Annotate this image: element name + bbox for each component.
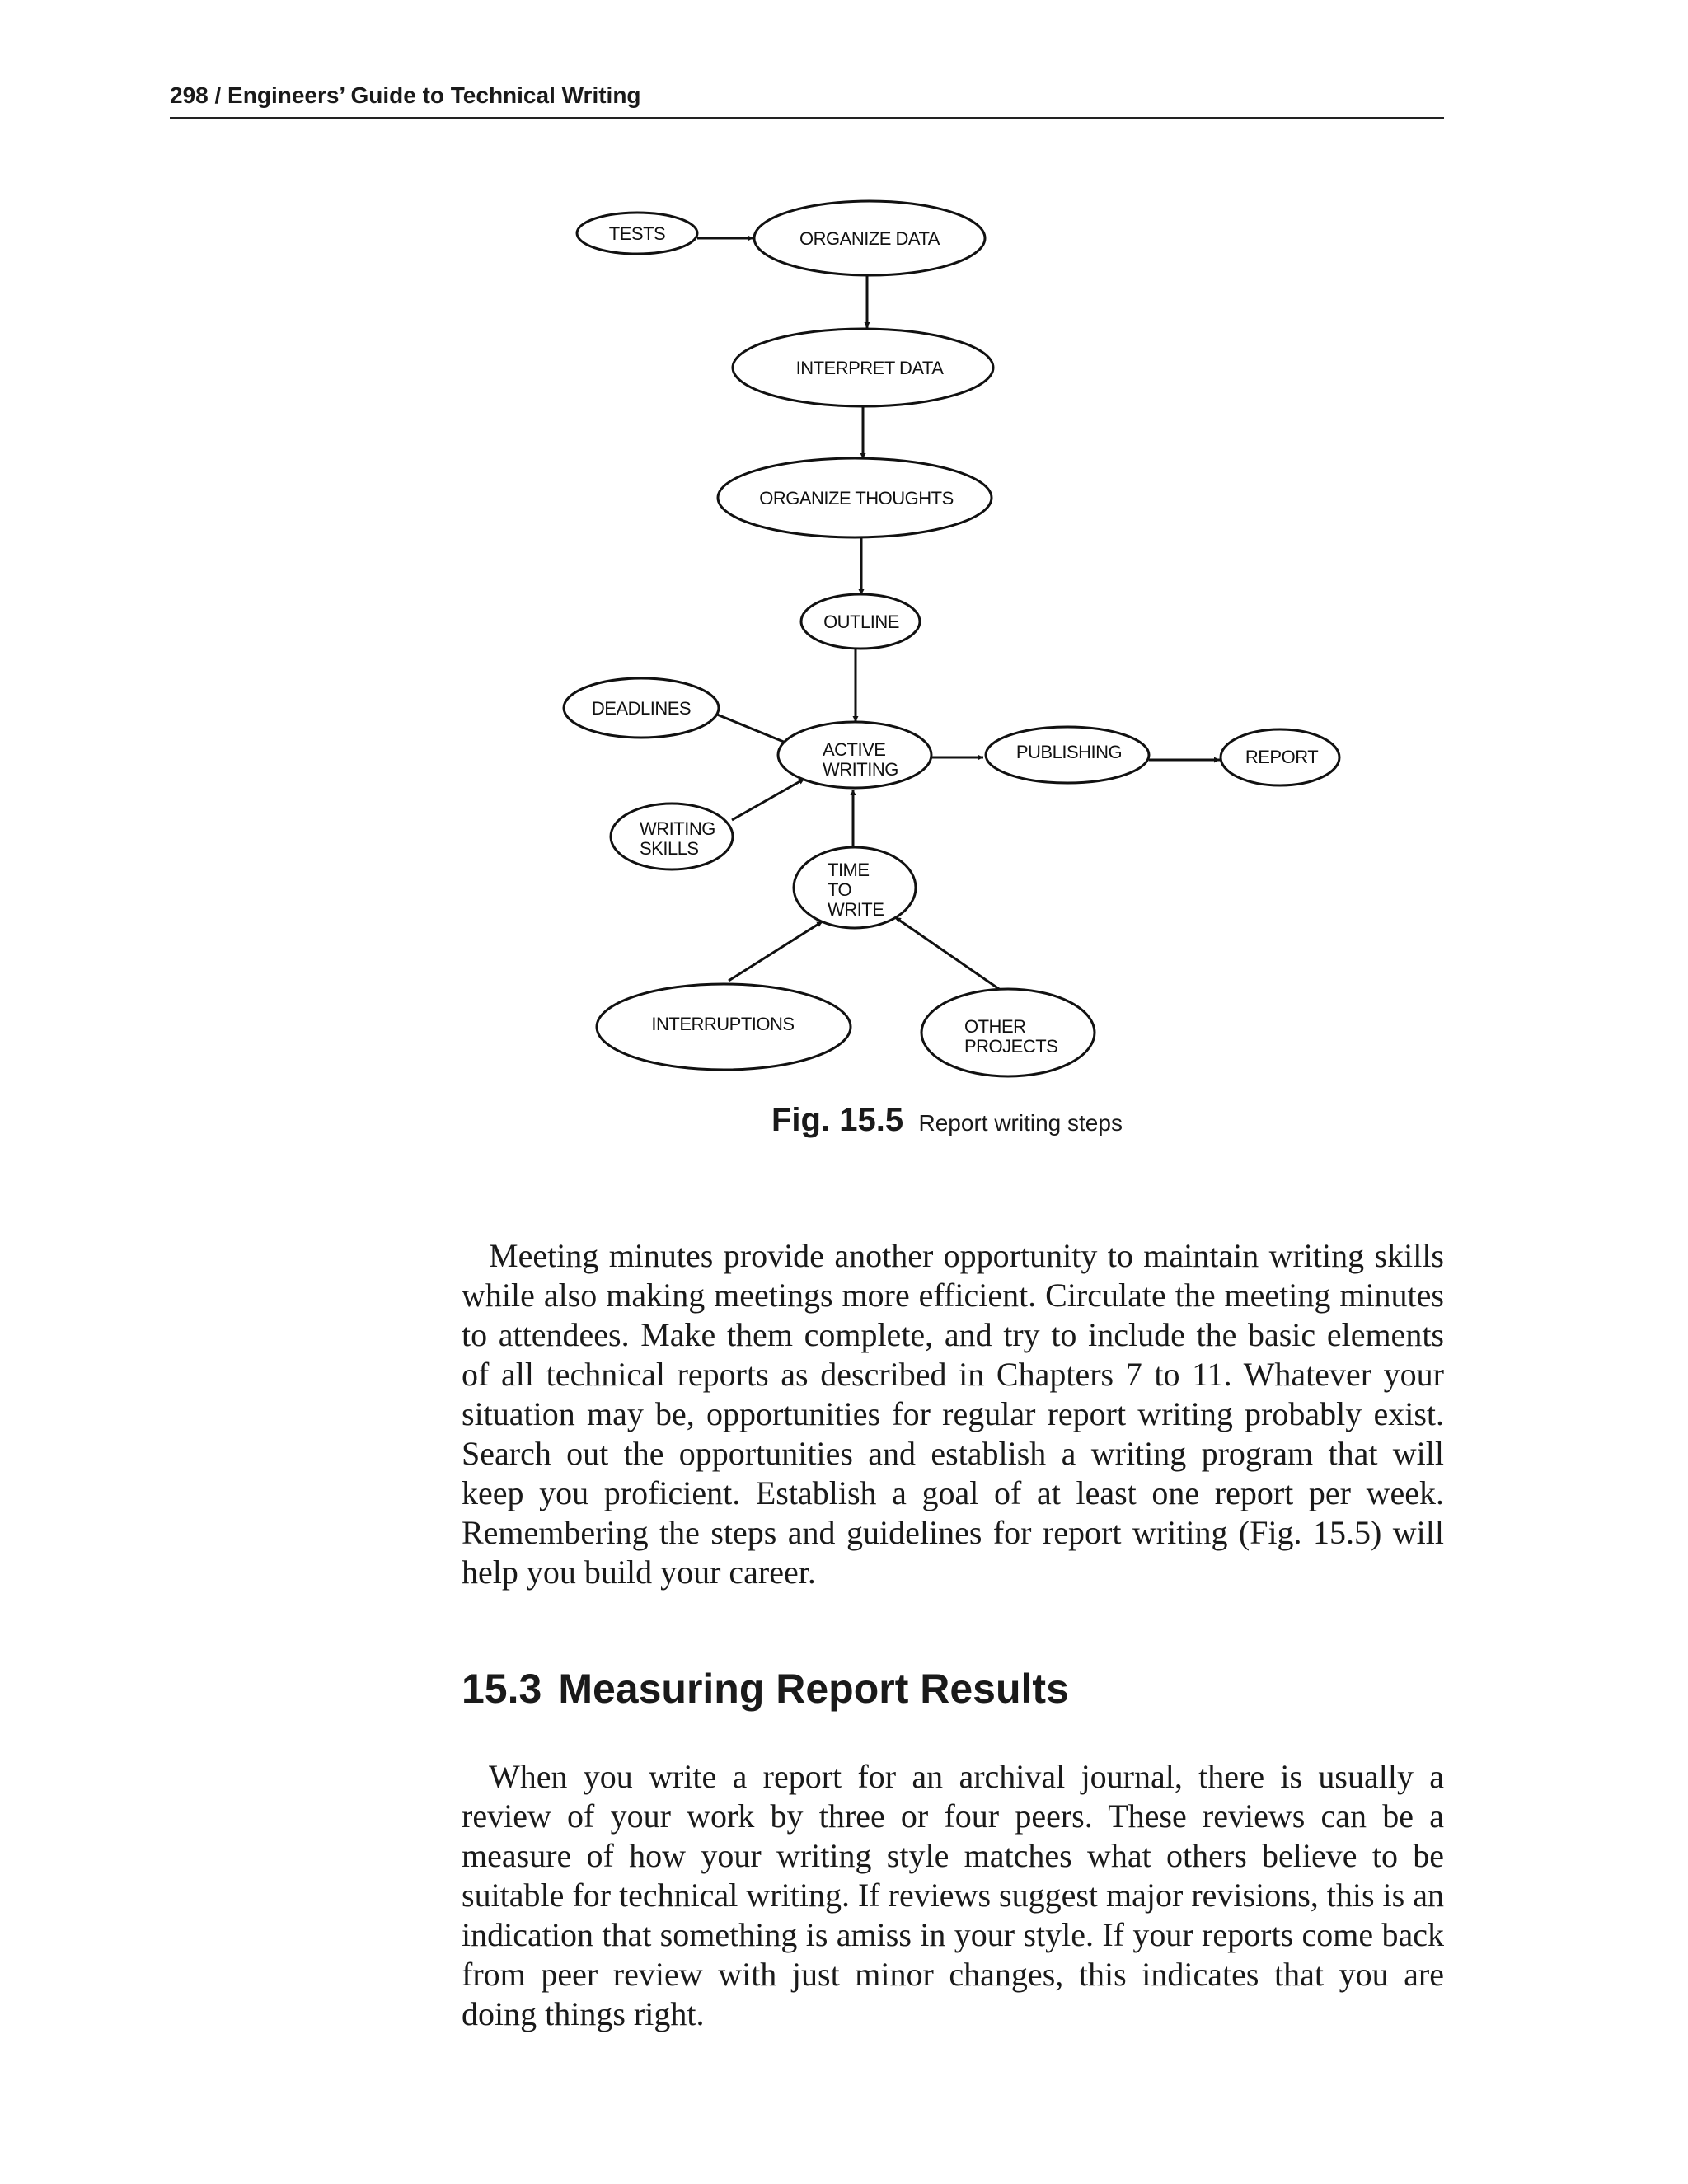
node-publishing-label: PUBLISHING <box>1015 742 1123 762</box>
node-time-to-write-line-1: TIME <box>828 860 870 880</box>
node-writing-skills-line-2: SKILLS <box>640 838 699 859</box>
node-report-label: REPORT <box>1245 747 1319 767</box>
node-active-writing-line-2: WRITING <box>823 759 898 780</box>
arrow-writing-skills-to-active-writing <box>732 779 804 820</box>
node-active-writing <box>778 722 931 788</box>
node-other-projects <box>921 989 1095 1076</box>
arrow-deadlines-to-active-writing <box>717 715 790 744</box>
node-writing-skills-line-1: WRITING <box>640 818 715 839</box>
node-organize-thoughts-label: ORGANIZE THOUGHTS <box>759 488 954 509</box>
node-interpret-data <box>733 329 993 406</box>
node-deadlines <box>564 678 719 738</box>
node-interpret-data-label: INTERPRET DATA <box>795 358 944 378</box>
node-outline <box>801 594 920 649</box>
node-organize-data-label: ORGANIZE DATA <box>799 228 940 249</box>
arrow-other-projects-to-time-to-write <box>895 917 1001 991</box>
node-report <box>1221 729 1339 785</box>
arrow-interruptions-to-time-to-write <box>729 921 823 981</box>
node-other-projects-line-1: OTHER <box>964 1016 1026 1037</box>
section-number: 15.3 <box>462 1666 542 1712</box>
running-head: 298 / Engineers’ Guide to Technical Writing <box>170 82 1444 119</box>
body-paragraph: When you write a report for an archival journal, there is usually a review of your work by three or four peers. These reviews can be a measure of how your writing style matches what others believe to be suitable for technical writing. If reviews suggest major revisions, this is an indication that something is amiss in your style. If your reports come back from peer review with just minor changes, this indicates that you are doing things right. <box>462 1758 1444 2032</box>
body-paragraph: Meeting minutes provide another opportunity to maintain writing skills while also making meetings more efficient. Circulate the meeting minutes to attendees. Make them complete, and try to include the basic elements of all technical reports as described in Chapters 7 to 11. Whatever your situation may be, opportunities for regular report writing probably exist. Search out the opportunities and establish a writing program that will keep you proficient. Establish a goal of at least one report per week. Remembering the steps and guidelines for report writing (Fig. 15.5) will help you build your career. <box>462 1237 1444 1591</box>
node-writing-skills <box>611 804 733 869</box>
node-tests-label: TESTS <box>608 223 666 244</box>
node-interruptions-label: INTERRUPTIONS <box>651 1014 795 1034</box>
node-time-to-write-line-2: TO <box>828 879 852 900</box>
node-time-to-write-line-3: WRITE <box>828 899 884 920</box>
node-publishing <box>986 727 1149 783</box>
node-deadlines-label: DEADLINES <box>591 698 692 719</box>
figure-caption-number: Fig. 15.5 <box>771 1102 904 1138</box>
figure-caption-title: Report writing steps <box>918 1110 1123 1136</box>
node-organize-data <box>754 201 985 275</box>
node-organize-thoughts <box>718 458 992 537</box>
node-interruptions <box>597 984 851 1070</box>
section-title: Measuring Report Results <box>558 1666 1069 1712</box>
node-other-projects-line-2: PROJECTS <box>964 1036 1058 1057</box>
node-active-writing-line-1: ACTIVE <box>823 739 886 760</box>
node-tests <box>577 213 697 254</box>
node-outline-label: OUTLINE <box>823 612 899 632</box>
figure-caption <box>771 1102 1123 1139</box>
node-time-to-write <box>794 847 916 928</box>
section-heading <box>462 1665 1069 1713</box>
